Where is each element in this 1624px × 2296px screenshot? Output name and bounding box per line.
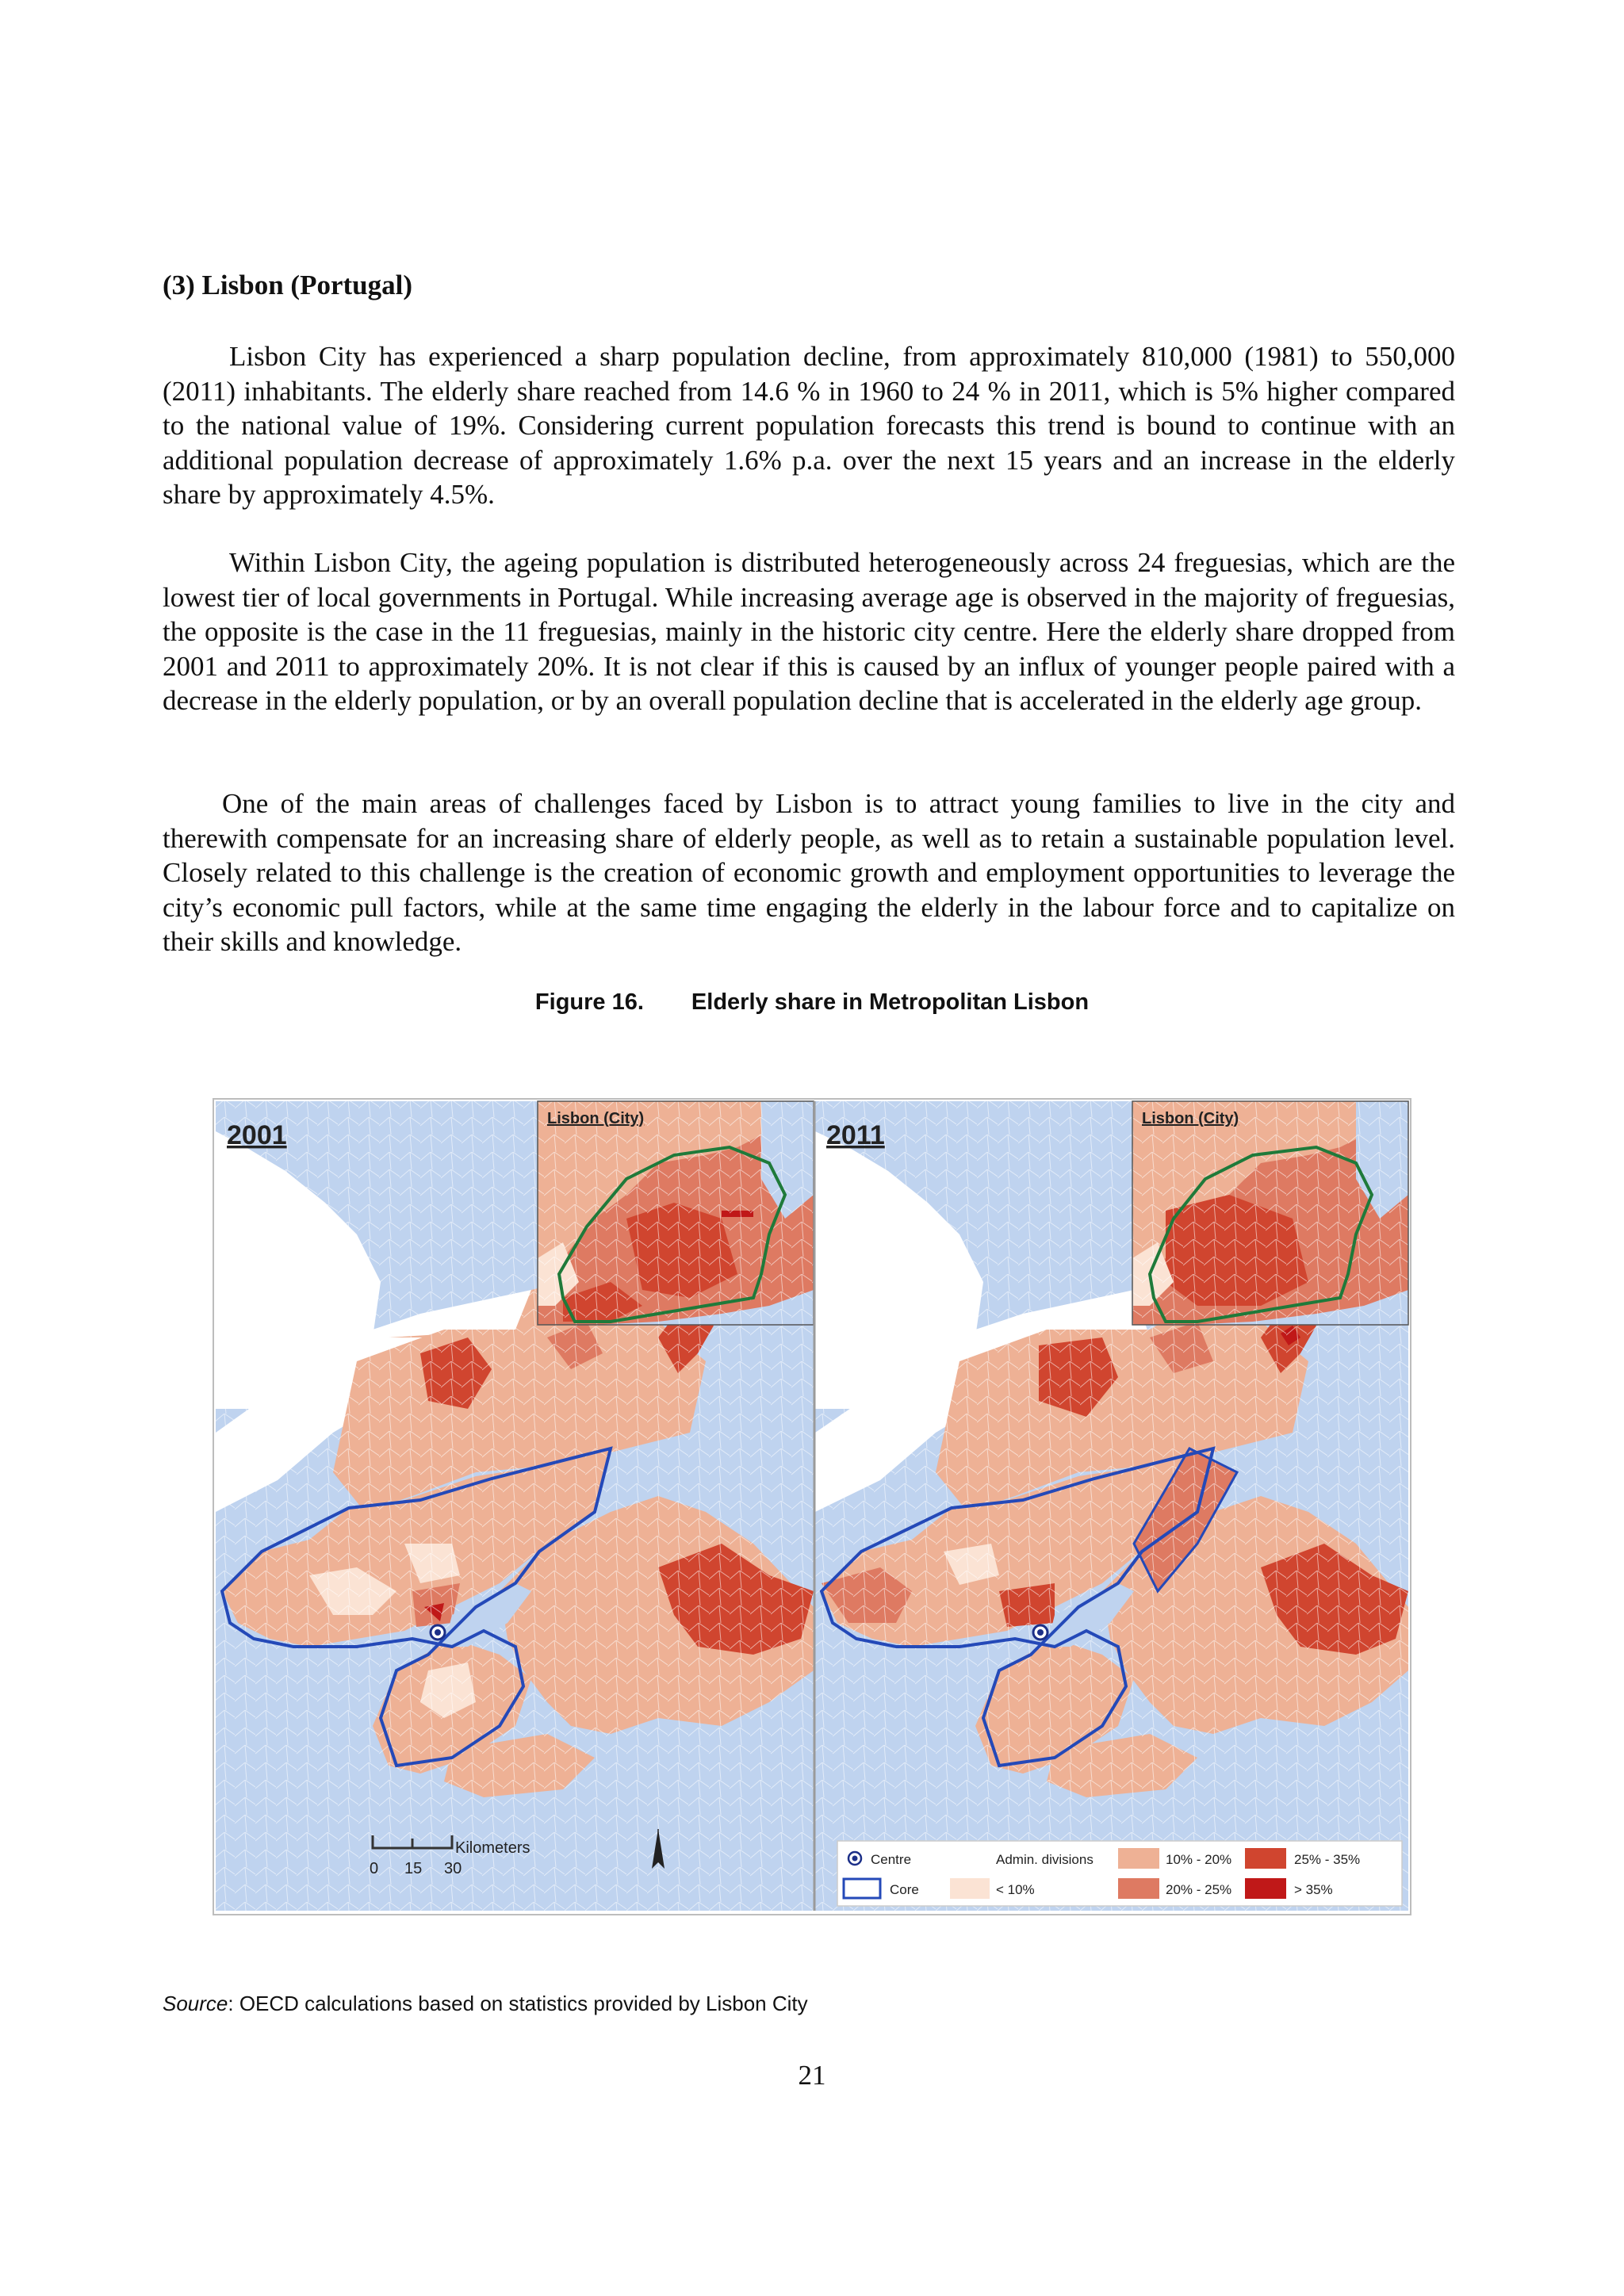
- paragraph-3: One of the main areas of challenges faced by Lisbon is to attract young families to live in the city and therewith compensate for an increasing share of elderly people, as well as to retain a sustainable population level. Closely related to this challenge is the creation of economic growth and employment opportunities to leverage the city’s economic pull factors, while at the same time engaging the elderly in the labour force and to capitalize on their skills and knowledge.: [163, 788, 1455, 957]
- page-number: 21: [798, 2060, 826, 2091]
- centre-dot-2001: [435, 1629, 441, 1636]
- section-heading: (3) Lisbon (Portugal): [163, 270, 412, 300]
- source-label: Source: [163, 1992, 228, 2015]
- centre-dot-2011: [1037, 1629, 1044, 1636]
- map-2001: [216, 1101, 814, 1911]
- legend-centre-label: Centre: [871, 1852, 912, 1867]
- legend-swatch-20-25: [1118, 1878, 1159, 1899]
- inset-label-2001: Lisbon (City): [547, 1110, 645, 1127]
- source-text: : OECD calculations based on statistics provided by Lisbon City: [228, 1992, 808, 2015]
- paragraph-1: Lisbon City has experienced a sharp population decline, from approximately 810,000 (1981) to 550,000 (2011) inhabitants. The elderly share reached from 14.6 % in 1960 to 24 % in 2011, which is 5% higher compared to the national value of 19%. Considering current population forecasts this trend is bound to continue with an additional population decrease of approximately 1.6% p.a. over the next 15 years and an increase in the elderly share by approximately 4.5%.: [163, 341, 1455, 510]
- legend-label-gt35: > 35%: [1294, 1882, 1333, 1897]
- legend-label-10-20: 10% - 20%: [1166, 1852, 1232, 1867]
- inset-label-2011: Lisbon (City): [1142, 1110, 1239, 1127]
- paragraph-2: Within Lisbon City, the ageing population is distributed heterogeneously across 24 freguesias, which are the lowest tier of local governments in Portugal. While increasing average age is observed in the majority of freguesias, the opposite is the case in the 11 freguesias, mainly in the historic city centre. Here the elderly share dropped from 2001 and 2011 to approximately 20%. It is not clear if this is caused by an influx of younger people paired with a decrease in the elderly population, or by an overall population decline that is accelerated in the elderly age group.: [163, 547, 1455, 716]
- legend-label-lt10: < 10%: [996, 1882, 1035, 1897]
- legend-swatch-10-20: [1118, 1848, 1159, 1869]
- figure-title: Elderly share in Metropolitan Lisbon: [691, 989, 1090, 1015]
- legend-swatch-gt35: [1245, 1878, 1286, 1899]
- legend-centre-dot: [852, 1856, 858, 1862]
- inset-2001: [538, 1101, 814, 1325]
- legend-admin-label: Admin. divisions: [996, 1852, 1094, 1867]
- legend-label-20-25: 20% - 25%: [1166, 1882, 1232, 1897]
- legend-swatch-lt10: [950, 1878, 990, 1899]
- scale-unit: Kilometers: [455, 1839, 530, 1857]
- map-year-2001: 2001: [227, 1120, 287, 1150]
- figure-caption: [0, 989, 1624, 1016]
- source-note: [163, 1992, 808, 2016]
- legend-core-label: Core: [890, 1882, 919, 1897]
- legend-swatch-25-35: [1245, 1848, 1286, 1869]
- elderly-share-maps-svg: [214, 1100, 1410, 1914]
- figure-maps: [213, 1098, 1411, 1915]
- map-2011: [815, 1101, 1408, 1911]
- map-year-2011: 2011: [826, 1120, 885, 1150]
- legend-label-25-35: 25% - 35%: [1294, 1852, 1361, 1867]
- scale-tick-0: 0: [370, 1860, 379, 1877]
- scale-tick-15: 15: [404, 1860, 423, 1877]
- scale-tick-30: 30: [444, 1860, 462, 1877]
- inset-2011: [1132, 1101, 1408, 1325]
- map-legend: [837, 1841, 1402, 1906]
- figure-number: Figure 16.: [534, 989, 644, 1015]
